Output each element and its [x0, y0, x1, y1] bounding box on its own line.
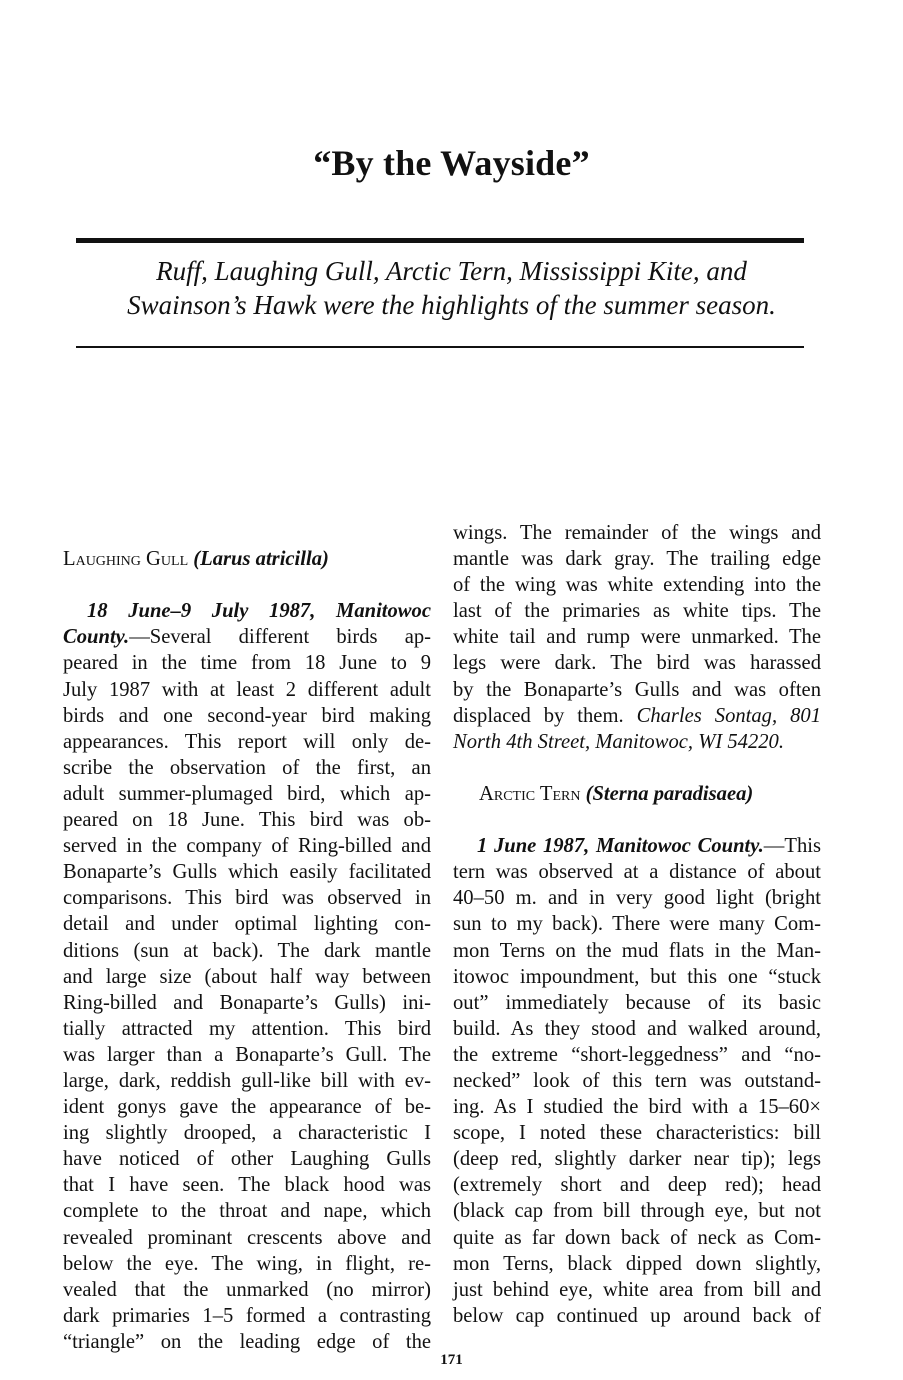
- author-signature: Charles Sontag, 801: [636, 704, 821, 727]
- top-rule: [76, 238, 804, 243]
- body-line: wings. The remainder of the wings and: [453, 522, 821, 544]
- body-line: last of the primaries as white tips. The: [453, 600, 821, 623]
- dateline-text: 1 June 1987, Manitowoc County.: [477, 835, 764, 858]
- article-subtitle: [60, 254, 843, 322]
- left-column: [63, 520, 431, 1355]
- body-line: of the wing was white extending into the: [453, 574, 821, 597]
- body-line: (black cap from bill through eye, but not: [453, 1200, 821, 1223]
- body-line: below cap continued up around back of: [453, 1304, 821, 1327]
- body-line: (extremely short and deep red); head: [453, 1174, 821, 1197]
- dateline: [453, 833, 821, 859]
- body-line: birds and one second-year bird making: [63, 704, 431, 727]
- author-signature: [453, 729, 821, 755]
- body-text: —This: [763, 835, 821, 858]
- article-title: “By the Wayside”: [313, 143, 590, 183]
- body-line: quite as far down back of neck as Com-: [453, 1226, 821, 1249]
- body-line: below the eye. The wing, in flight, re-: [63, 1252, 431, 1275]
- body-line: by the Bonaparte’s Gulls and was often: [453, 678, 821, 701]
- spacer: [63, 520, 431, 546]
- author-address: North 4th Street, Manitowoc, WI 54220.: [453, 730, 784, 753]
- dateline-text: 18 June–9 July 1987, Manitowoc: [87, 600, 431, 623]
- species-common-name: Arctic Tern: [479, 782, 581, 805]
- spacer: [63, 572, 431, 598]
- right-column: [453, 520, 821, 1329]
- body-line: scribe the observation of the first, an: [63, 756, 431, 779]
- body-line: [453, 703, 821, 729]
- body-line: scope, I noted these characteristics: bill: [453, 1122, 821, 1145]
- body-line: appearances. This report will only de-: [63, 730, 431, 753]
- body-line: peared on 18 June. This bird was ob-: [63, 809, 431, 832]
- species-latin-name: (Larus atricilla): [193, 548, 329, 571]
- body-line: comparisons. This bird was observed in: [63, 887, 431, 910]
- species-common-name: Laughing Gull: [63, 548, 189, 571]
- body-line: out” immediately because of its basic: [453, 991, 821, 1014]
- spacer: [453, 755, 821, 781]
- body-line: vealed that the unmarked (no mirror): [63, 1278, 431, 1301]
- body-line: Bonaparte’s Gulls which easily facilitated: [63, 861, 431, 884]
- body-line: white tail and rump were unmarked. The: [453, 626, 821, 649]
- body-line: legs were dark. The bird was harassed: [453, 652, 821, 675]
- body-line: adult summer-plumaged bird, which ap-: [63, 782, 431, 805]
- body-line: Ring-billed and Bonaparte’s Gulls) ini-: [63, 991, 431, 1014]
- body-line: complete to the throat and nape, which: [63, 1200, 431, 1223]
- body-line: itowoc impoundment, but this one “stuck: [453, 965, 821, 988]
- body-line: and large size (about half way between: [63, 965, 431, 988]
- body-line: was larger than a Bonaparte’s Gull. The: [63, 1043, 431, 1066]
- body-line: mon Terns on the mud flats in the Man-: [453, 939, 821, 962]
- body-line: “triangle” on the leading edge of the: [63, 1330, 431, 1353]
- body-line: tially attracted my attention. This bird: [63, 1017, 431, 1040]
- body-line: ident gonys gave the appearance of be-: [63, 1096, 431, 1119]
- body-line: tern was observed at a distance of about: [453, 861, 821, 884]
- body-line: large, dark, reddish gull-like bill with ev-: [63, 1069, 431, 1092]
- subtitle-line: Swainson’s Hawk were the highlights of the summer season.: [127, 290, 776, 320]
- body-line: served in the company of Ring-billed and: [63, 835, 431, 858]
- species-heading: [453, 781, 821, 807]
- dateline: [63, 598, 431, 624]
- body-line: peared in the time from 18 June to 9: [63, 652, 431, 675]
- subtitle-line: Ruff, Laughing Gull, Arctic Tern, Mississippi Kite, and: [156, 256, 747, 286]
- body-line: have noticed of other Laughing Gulls: [63, 1148, 431, 1171]
- body-text: —Several different birds ap-: [129, 626, 431, 649]
- body-line: just behind eye, white area from bill and: [453, 1278, 821, 1301]
- spacer: [453, 807, 821, 833]
- body-line: build. As they stood and walked around,: [453, 1017, 821, 1040]
- body-line: the extreme “short-leggedness” and “no-: [453, 1043, 821, 1066]
- body-text: displaced by them.: [453, 704, 624, 727]
- body-line: July 1987 with at least 2 different adult: [63, 678, 431, 701]
- body-line: that I have seen. The black hood was: [63, 1174, 431, 1197]
- body-line: detail and under optimal lighting con-: [63, 913, 431, 936]
- dateline-text: County.: [63, 626, 130, 649]
- body-line: mantle was dark gray. The trailing edge: [453, 548, 821, 571]
- body-line: (deep red, slightly darker near tip); legs: [453, 1148, 821, 1171]
- page-number: 171: [440, 1352, 463, 1368]
- species-heading: [63, 546, 431, 572]
- bottom-rule: [76, 346, 804, 348]
- body-line: ing slightly drooped, a characteristic I: [63, 1122, 431, 1145]
- body-line: [63, 624, 431, 650]
- body-line: dark primaries 1–5 formed a contrasting: [63, 1304, 431, 1327]
- body-line: mon Terns, black dipped down slightly,: [453, 1252, 821, 1275]
- species-latin-name: (Sterna paradisaea): [585, 782, 754, 805]
- body-line: ing. As I studied the bird with a 15–60×: [453, 1096, 821, 1119]
- body-line: 40–50 m. and in very good light (bright: [453, 887, 821, 910]
- body-line: necked” look of this tern was outstand-: [453, 1069, 821, 1092]
- body-line: ditions (sun at back). The dark mantle: [63, 939, 431, 962]
- body-line: revealed prominant crescents above and: [63, 1226, 431, 1249]
- body-line: sun to my back). There were many Com-: [453, 913, 821, 936]
